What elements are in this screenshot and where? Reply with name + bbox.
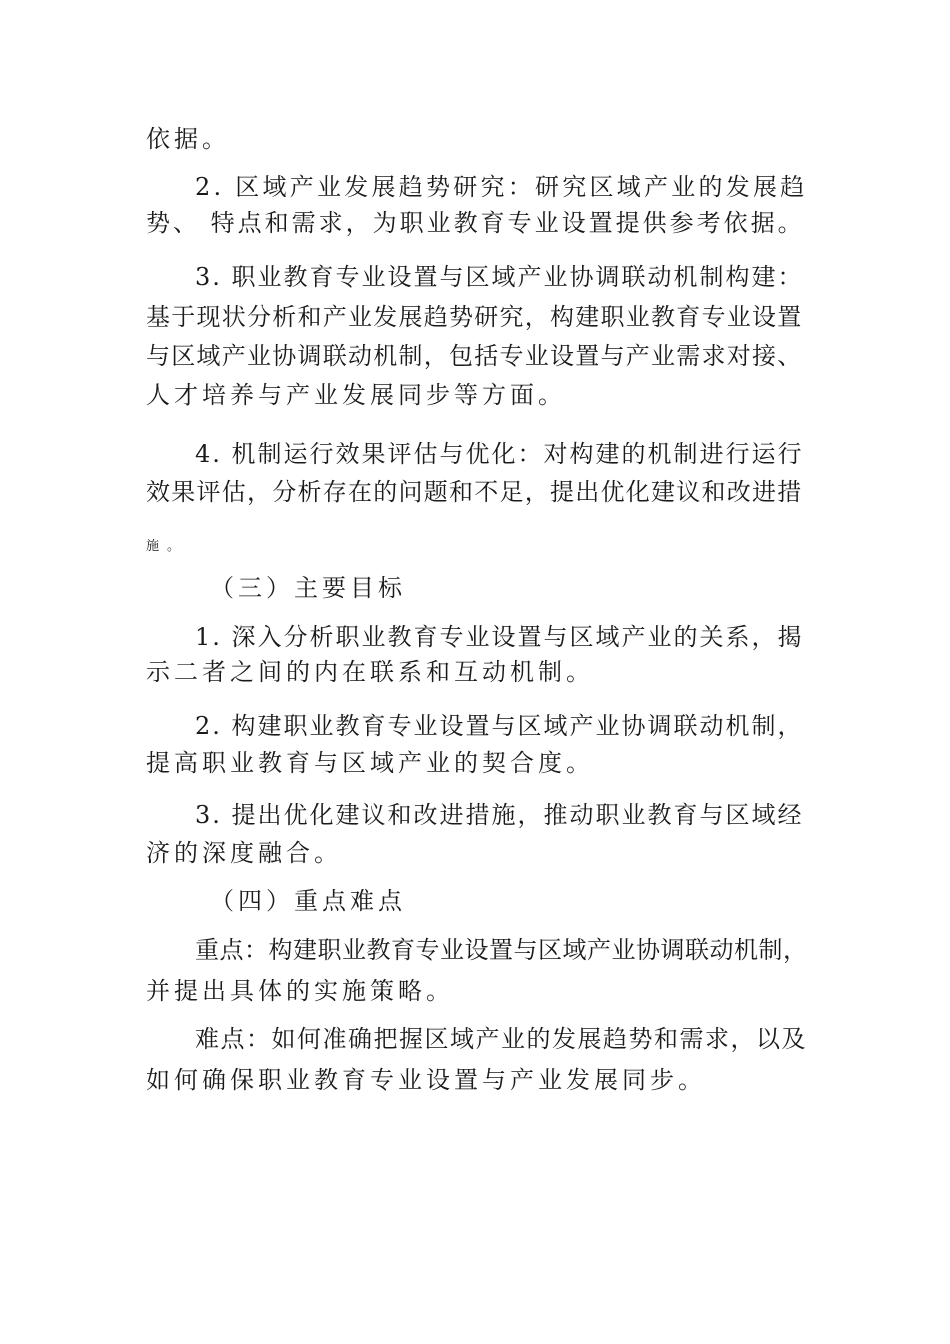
list-item-4-line-2: 效果评估，分析存在的问题和不足，提出优化建议和改进措	[146, 478, 803, 506]
list-item-3-line-2: 基于现状分析和产业发展趋势研究，构建职业教育专业设置	[146, 303, 803, 331]
goal-2-line-2: 提高职业教育与区域产业的契合度。	[146, 749, 594, 777]
list-item-4-line-3: 施。	[146, 539, 189, 554]
difficulty-line-2: 如何确保职业教育专业设置与产业发展同步。	[146, 1066, 706, 1094]
list-item-3-line-3: 与区域产业协调联动机制，包括专业设置与产业需求对接、	[146, 342, 803, 370]
section-heading-main-goals: （三）主要目标	[210, 574, 406, 602]
key-point-line-2: 并提出具体的实施策略。	[146, 977, 454, 1005]
goal-3-line-2: 济的深度融合。	[146, 839, 342, 867]
section-heading-key-difficulties: （四）重点难点	[210, 887, 406, 915]
list-item-3-line-1: 3. 职业教育专业设置与区域产业协调联动机制构建：	[195, 263, 804, 291]
goal-1-line-1: 1. 深入分析职业教育专业设置与区域产业的关系，揭	[195, 623, 804, 651]
key-point-line-1: 重点：构建职业教育专业设置与区域产业协调联动机制，	[195, 936, 808, 964]
list-item-3-line-4: 人才培养与产业发展同步等方面。	[146, 381, 566, 409]
goal-3-line-1: 3. 提出优化建议和改进措施，推动职业教育与区域经	[195, 801, 804, 829]
difficulty-line-1: 难点：如何准确把握区域产业的发展趋势和需求，以及	[195, 1025, 807, 1053]
paragraph-tail-line: 依据。	[146, 125, 230, 153]
goal-1-line-2: 示二者之间的内在联系和互动机制。	[146, 658, 594, 686]
list-item-2-line-2: 势、 特点和需求，为职业教育专业设置提供参考依据。	[146, 209, 805, 237]
goal-2-line-1: 2. 构建职业教育专业设置与区域产业协调联动机制，	[195, 712, 804, 740]
list-item-2-line-1: 2. 区域产业发展趋势研究：研究区域产业的发展趋	[195, 173, 808, 201]
list-item-4-line-1: 4. 机制运行效果评估与优化：对构建的机制进行运行	[195, 440, 804, 468]
